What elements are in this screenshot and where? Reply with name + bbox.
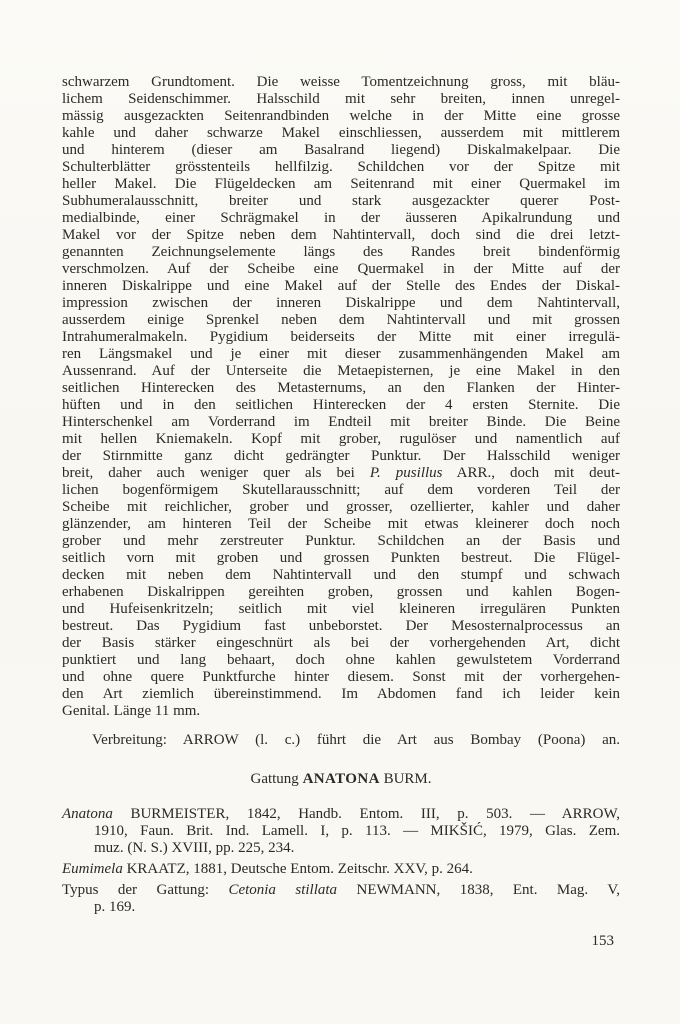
text-line: Genital. Länge 11 mm. — [62, 703, 201, 719]
text-line: kahle und daher schwarze Makel einschliessen, ausserdem mit mittlerem — [62, 125, 620, 141]
text-line: breit, daher auch weniger quer als bei P. pusillus ARR., doch mit deut- — [62, 465, 621, 481]
text-line: grober und mehr zerstreuter Punktur. Schildchen an der Basis und — [62, 533, 620, 549]
text-line: glänzender, am hinteren Teil der Scheibe mit etwas kleinerer doch noch — [62, 516, 620, 532]
text-line: Anatona BURMEISTER, 1842, Handb. Entom. III, p. 503. — ARROW, — [62, 806, 620, 822]
text-line: Verbreitung: ARROW (l. c.) führt die Art aus Bombay (Poona) an. — [92, 732, 620, 748]
text-block — [62, 74, 620, 950]
text-line: 1910, Faun. Brit. Ind. Lamell. I, p. 113. — MIKŠIĆ, 1979, Glas. Zem. — [94, 823, 620, 839]
body-paragraph — [62, 74, 620, 720]
genus-heading — [62, 771, 620, 788]
text-line: und hinterem (dieser am Basalrand liegend) Diskalmakelpaar. Die — [62, 142, 620, 158]
text-line: medialbinde, einer Schrägmakel in der äusseren Apikalrundung und — [62, 210, 620, 226]
text-line: der Basis stärker eingeschnürt als bei der vorhergehenden Art, dicht — [62, 635, 620, 651]
text-line: muz. (N. S.) XVIII, pp. 225, 234. — [94, 840, 295, 856]
text-line: impression zwischen der inneren Diskalrippe und dem Nahtintervall, — [62, 295, 620, 311]
text-line: Typus der Gattung: Cetonia stillata NEWMANN, 1838, Ent. Mag. V, — [62, 882, 620, 898]
text-line: bestreut. Das Pygidium fast unbeborstet. Der Mesosternalprocessus an — [62, 618, 620, 634]
text-line: der Stirnmitte ganz dicht gedrängter Punktur. Der Halsschild weniger — [62, 448, 620, 464]
reference-entry-typus — [62, 882, 620, 916]
text-line: Aussenrand. Auf der Unterseite die Metaepisternen, je eine Makel in den — [62, 363, 620, 379]
text-line: lichem Seidenschimmer. Halsschild mit sehr breiten, innen unregel- — [62, 91, 620, 107]
text-line: hüften und in den seitlichen Hinterecken der 4 ersten Sternite. Die — [62, 397, 620, 413]
text-line: seitlichen Hinterecken des Metasternums, an den Flanken der Hinter- — [62, 380, 620, 396]
text-line: mässig ausgezackten Seitenrandbinden welche in der Mitte eine grosse — [62, 108, 620, 124]
text-line: Gattung ANATONA BURM. — [250, 771, 432, 787]
reference-entry-eumimela — [62, 861, 620, 878]
text-line: p. 169. — [94, 899, 136, 915]
page-number: 153 — [591, 933, 614, 949]
text-line: mit hellen Kniemakeln. Kopf mit grober, rugulöser und namentlich auf — [62, 431, 620, 447]
text-line: und ohne quere Punktfurche hinter diesem. Sonst mit der vorhergehen- — [62, 669, 620, 685]
text-line: Subhumeralausschnitt, breiter und stark ausgezackter querer Post- — [62, 193, 620, 209]
text-line: Intrahumeralmakeln. Pygidium beiderseits der Mitte mit einer irregulä- — [62, 329, 620, 345]
text-line: seitlich vorn mit groben und grossen Punkten bestreut. Die Flügel- — [62, 550, 620, 566]
text-line: punktiert und lang behaart, doch ohne kahlen gewulstetem Vorderrand — [62, 652, 620, 668]
text-line: genannten Zeichnungselemente längs des Randes breit bindenförmig — [62, 244, 620, 260]
text-line: Scheibe mit reichlicher, grober und grosser, ozellierter, kahler und daher — [62, 499, 620, 515]
references-section — [62, 806, 620, 916]
text-line: ausserdem einige Sprenkel neben dem Nahtintervall und mit grossen — [62, 312, 620, 328]
text-line: Makel vor der Spitze neben dem Nahtintervall, doch sind die drei letzt- — [62, 227, 620, 243]
text-line: ren Längsmakel und je einer mit dieser zusammenhängenden Makel am — [62, 346, 620, 362]
text-line: Eumimela KRAATZ, 1881, Deutsche Entom. Zeitschr. XXV, p. 264. — [62, 861, 473, 877]
reference-entry-anatona — [62, 806, 620, 857]
text-line: Hinterschenkel am Vorderrand im Endteil mit breiter Binde. Die Beine — [62, 414, 620, 430]
text-line: und Hufeisenkritzeln; seitlich mit viel kleineren irregulären Punkten — [62, 601, 620, 617]
distribution-paragraph — [62, 732, 620, 749]
text-line: verschmolzen. Auf der Scheibe eine Quermakel in der Mitte auf der — [62, 261, 620, 277]
text-line: heller Makel. Die Flügeldecken am Seitenrand mit einer Quermakel im — [62, 176, 620, 192]
text-line: Schulterblätter grösstenteils hellfilzig. Schildchen vor der Spitze mit — [62, 159, 620, 175]
text-line: den Art ziemlich übereinstimmend. Im Abdomen fand ich leider kein — [62, 686, 620, 702]
text-line: schwarzem Grundtoment. Die weisse Tomentzeichnung gross, mit bläu- — [62, 74, 620, 90]
text-line: lichen bogenförmigem Skutellarausschnitt; auf dem vorderen Teil der — [62, 482, 620, 498]
text-line: inneren Diskalrippe und eine Makel auf der Stelle des Endes der Diskal- — [62, 278, 620, 294]
text-line: erhabenen Diskalrippen gereihten groben, grossen und kahlen Bogen- — [62, 584, 620, 600]
text-line: decken mit neben dem Nahtintervall und den stumpf und schwach — [62, 567, 620, 583]
